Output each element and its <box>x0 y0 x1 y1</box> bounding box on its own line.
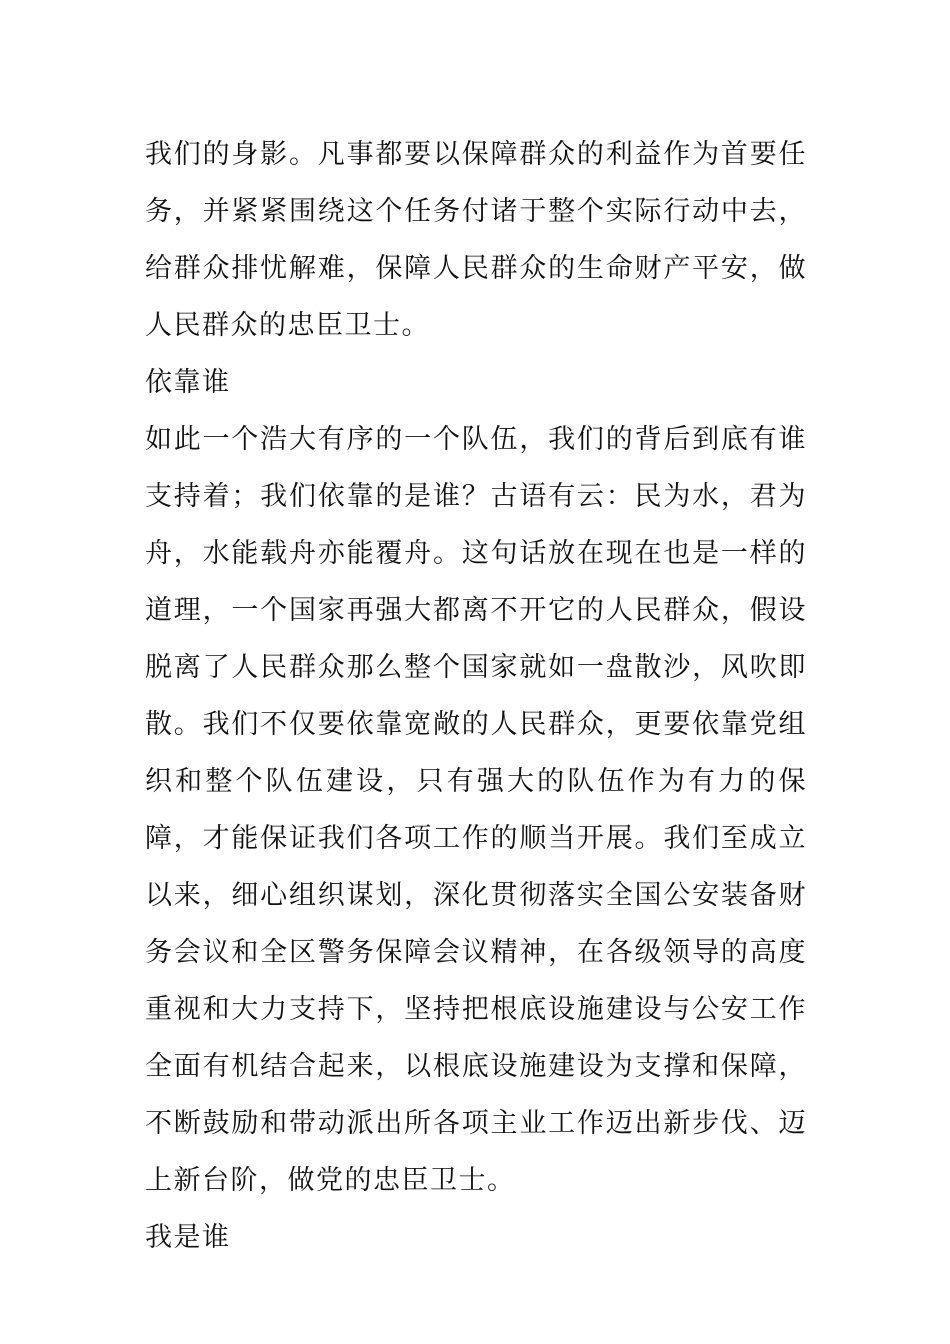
section-heading-who-am-i: 我是谁 <box>145 1222 231 1253</box>
paragraph-continuation: 我们的身影。凡事都要以保障群众的利益作为首要任务，并紧紧围绕这个任务付诸于整个实际行动中去，给群众排忧解难，保障人民群众的生命财产平安，做人民群众的忠臣卫士。 <box>145 139 807 341</box>
paragraph-rely-on-whom: 如此一个浩大有序的一个队伍，我们的背后到底有谁支持着；我们依靠的是谁？古语有云：民为水，君为舟，水能载舟亦能覆舟。这句话放在现在也是一样的道理，一个国家再强大都离不开它的人民群众，假设脱离了人民群众那么整个国家就如一盘散沙，风吹即散。我们不仅要依靠宽敞的人民群众，更要依靠党组织和整个队伍建设，只有强大的队伍作为有力的保障，才能保证我们各项工作的顺当开展。我们至成立以来，细心组织谋划，深化贯彻落实全国公安装备财务会议和全区警务保障会议精神，在各级领导的高度重视和大力支持下，坚持把根底设施建设与公安工作全面有机结合起来，以根底设施建设为支撑和保障，不断鼓励和带动派出所各项主业工作迈出新步伐、迈上新台阶，做党的忠臣卫士。 <box>145 424 807 1196</box>
section-heading-rely-on-whom: 依靠谁 <box>145 367 231 398</box>
document-body <box>145 126 807 1266</box>
